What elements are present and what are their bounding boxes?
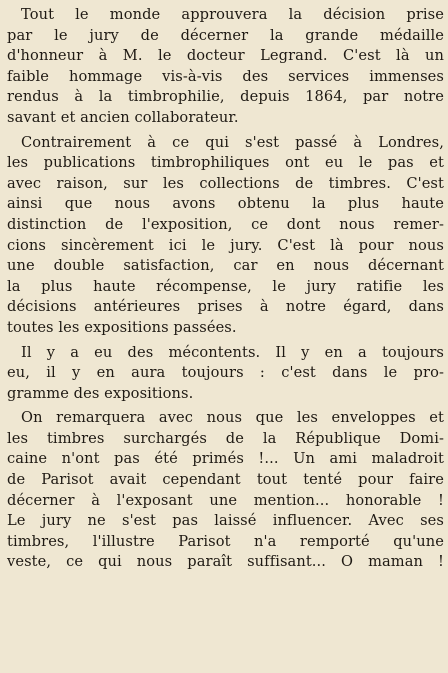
- paragraph-parisot: [7, 408, 444, 573]
- text-line: Le jury ne s'est pas laissé influencer. Avec ses: [7, 512, 444, 530]
- text-line: ainsi que nous avons obtenu la plus haute: [7, 195, 444, 213]
- text-line: les publications timbrophiliques ont eu le pas et: [7, 154, 444, 172]
- text-line: une double satisfaction, car en nous décernant: [7, 257, 444, 275]
- text-line: faible hommage vis-à-vis des services immenses: [7, 67, 444, 85]
- text-line: décisions antérieures prises à notre égard, dans: [7, 298, 444, 316]
- text-line: d'honneur à M. le docteur Legrand. C'est là un: [7, 47, 444, 65]
- text-line: savant et ancien collaborateur.: [7, 108, 239, 126]
- text-line: On remarquera avec nous que les enveloppes et: [21, 409, 444, 427]
- text-line: eu, il y en aura toujours : c'est dans le pro-: [7, 364, 444, 382]
- text-line: rendus à la timbrophilie, depuis 1864, par notre: [7, 88, 444, 106]
- text-line: toutes les expositions passées.: [7, 318, 237, 336]
- text-line: Tout le monde approuvera la décision prise: [21, 6, 444, 23]
- text-line: Il y a eu des mécontents. Il y en a toujours: [21, 343, 444, 361]
- text-line: la plus haute récompense, le jury ratifie les: [7, 277, 444, 295]
- text-line: par le jury de décerner la grande médaille: [7, 26, 444, 44]
- text-line: décerner à l'exposant une mention... honorable !: [7, 491, 444, 509]
- text-line: cions sincèrement ici le jury. C'est là pour nous: [7, 236, 444, 254]
- paragraph-publications: [7, 133, 444, 339]
- text-line: timbres, l'illustre Parisot n'a remporté qu'une: [7, 532, 444, 550]
- text-line: les timbres surchargés de la République Domi-: [7, 429, 444, 447]
- paragraph-malcontents: [7, 343, 444, 405]
- text-line: veste, ce qui nous paraît suffisant... O maman !: [7, 553, 444, 571]
- paragraph-legrand-medal: [7, 5, 444, 129]
- text-line: avec raison, sur les collections de timbres. C'est: [7, 174, 444, 192]
- text-line: gramme des expositions.: [7, 384, 194, 402]
- text-line: de Parisot avait cependant tout tenté pour faire: [7, 471, 444, 489]
- text-line: caine n'ont pas été primés !... Un ami maladroit: [7, 450, 444, 468]
- text-line: distinction de l'exposition, ce dont nous remer-: [7, 215, 444, 233]
- text-line: Contrairement à ce qui s'est passé à Londres,: [21, 133, 444, 151]
